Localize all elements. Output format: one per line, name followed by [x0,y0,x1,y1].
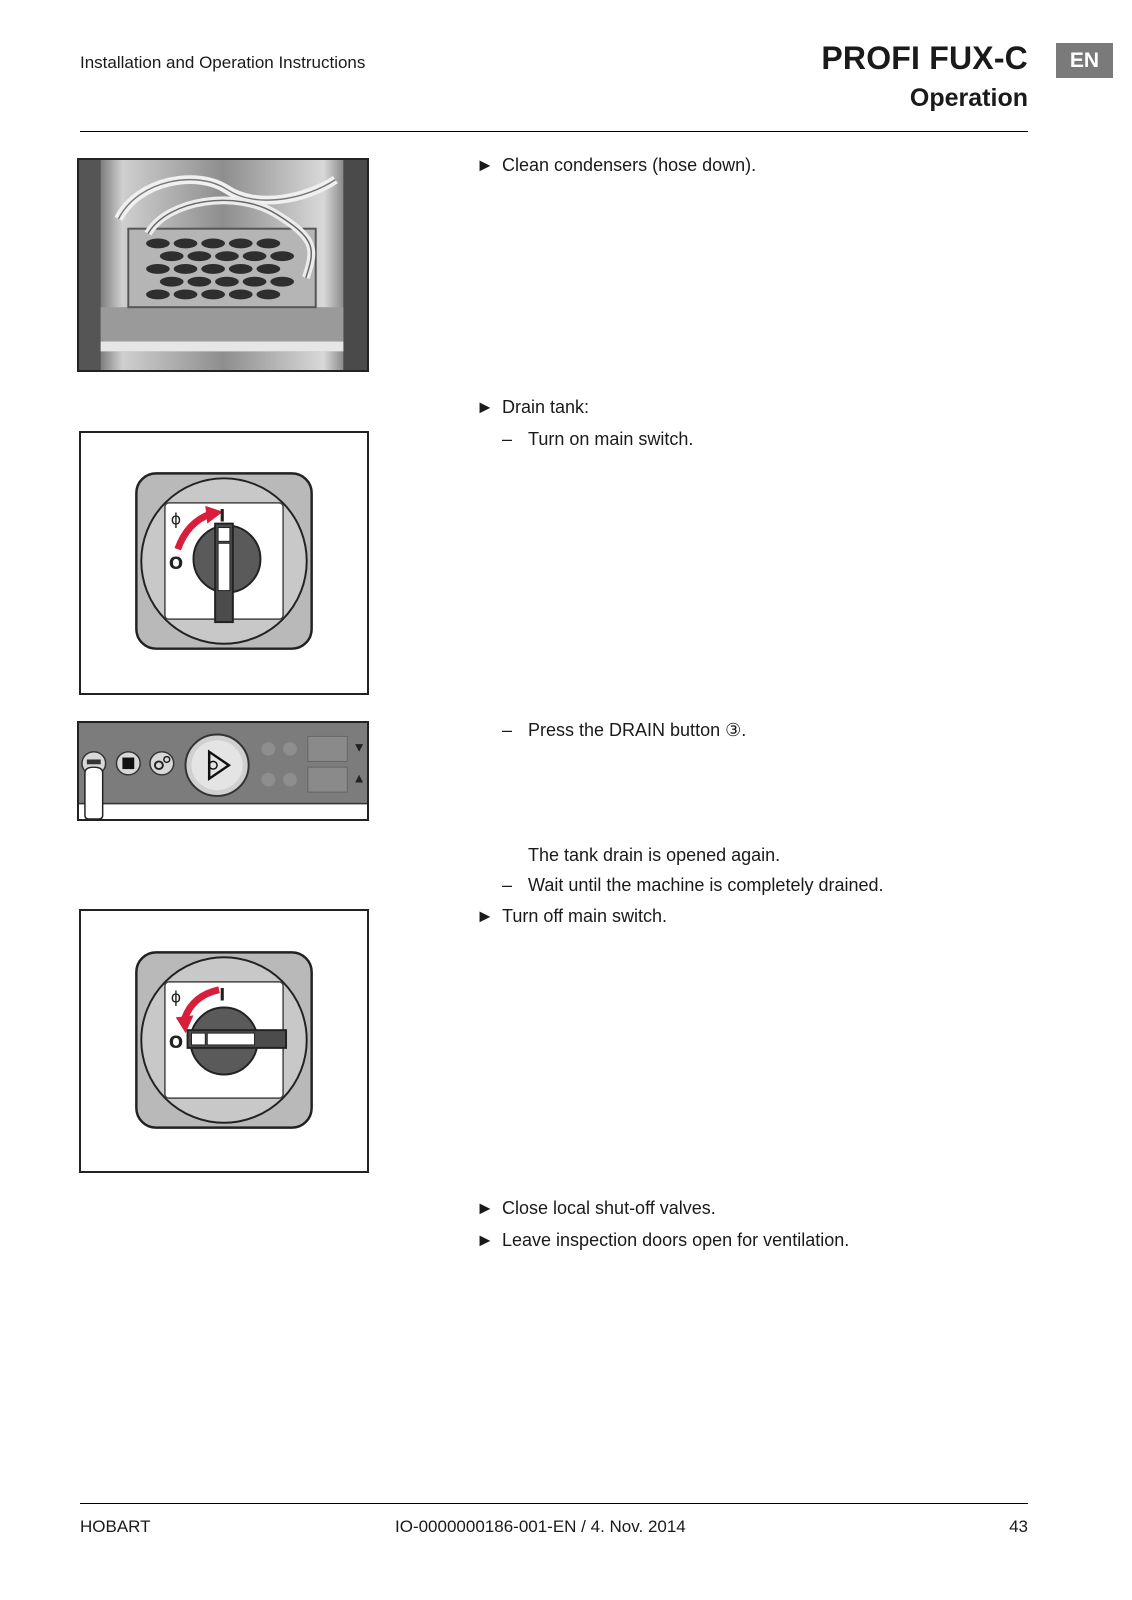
step-text: Press the DRAIN button ③. [528,720,747,740]
step-text: Turn off main switch. [502,906,668,926]
bullet-marker: ► [476,155,494,175]
dash-marker: – [502,429,513,449]
header-divider [80,131,1028,132]
switch-symbol-top: ϕ [170,987,182,1007]
dash-marker: – [502,875,513,895]
document-type: Installation and Operation Instructions [80,53,366,72]
section-title: Operation [909,84,1028,112]
step-turn-off-switch [476,905,667,927]
footer-brand: HOBART [80,1517,151,1536]
bullet-marker: ► [476,1198,494,1218]
step-text: Leave inspection doors open for ventilation. [502,1230,850,1250]
step-drain-tank [476,396,589,418]
footer-doc-id: IO-0000000186-001-EN / 4. Nov. 2014 [395,1517,686,1536]
step-text: Wait until the machine is completely drained. [528,875,884,895]
switch-label-on: I [219,505,226,526]
main-switch-off-figure [79,909,369,1173]
language-badge: EN [1056,43,1113,78]
step-clean-condensers [476,154,756,176]
footer-divider [80,1503,1028,1504]
dash-marker: – [502,720,513,740]
switch-label-off: O [168,1031,184,1052]
finger-icon [85,767,103,819]
step-text: Turn on main switch. [528,429,694,449]
substep-turn-on-switch [502,428,693,450]
main-switch-on-figure [79,431,369,695]
switch-label-off: O [168,552,184,573]
step-text: Drain tank: [502,397,590,417]
page-number: 43 [1009,1517,1028,1536]
switch-label-on: I [219,984,226,1005]
step-leave-doors-open [476,1229,849,1251]
condenser-photo [77,158,369,372]
product-title: PROFI FUX-C [821,40,1028,76]
bullet-marker: ► [476,906,494,926]
result-drain-opened [528,844,780,866]
control-panel-figure [77,721,369,821]
substep-wait-drained [502,874,884,896]
step-text: Clean condensers (hose down). [502,155,757,175]
bullet-marker: ► [476,397,494,417]
bullet-marker: ► [476,1230,494,1250]
substep-press-drain [502,719,746,741]
step-text: The tank drain is opened again. [528,845,781,865]
step-close-valves [476,1197,716,1219]
switch-symbol-top: ϕ [170,509,182,529]
step-text: Close local shut-off valves. [502,1198,716,1218]
